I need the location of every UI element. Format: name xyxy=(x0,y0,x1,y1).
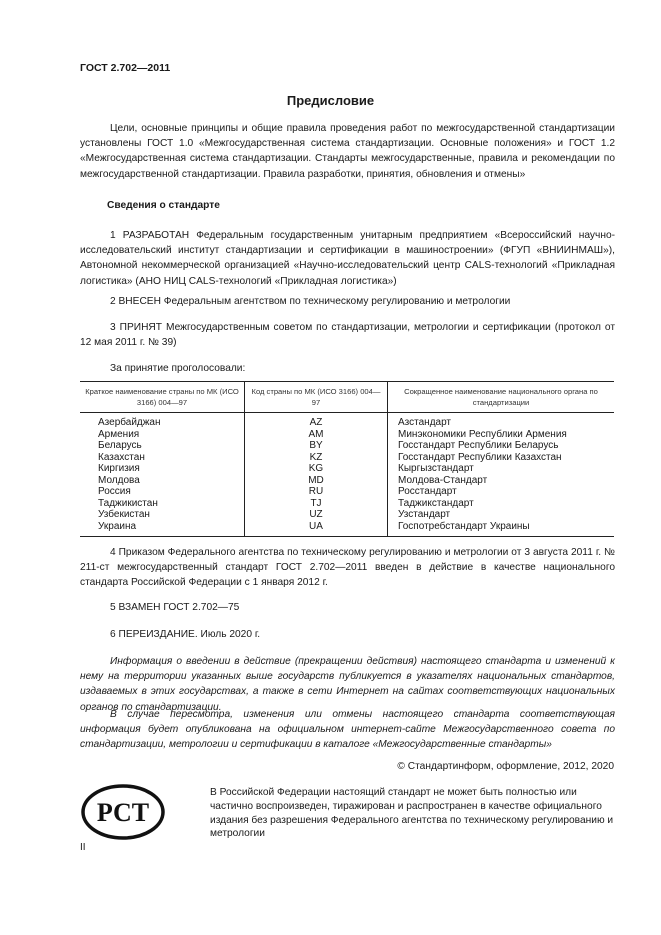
table-row xyxy=(80,475,614,487)
info-italic-paragraph-2: В случае пересмотра, изменения или отмены настоящего стандарта соответствующая информация будет опубликована на официальном интернет-сайте Межгосударственного совета по стандартизации, метрологии и сертификации в каталоге «Межгосударственные стандарты» xyxy=(80,709,615,751)
country-name: Молдова xyxy=(98,474,140,486)
voted-label: За принятие проголосовали: xyxy=(110,363,246,374)
country-code: BY xyxy=(245,440,388,452)
document-header: ГОСТ 2.702—2011 xyxy=(80,62,171,74)
table-row xyxy=(80,498,614,510)
header-country-name: Краткое наименование страны по МК (ИСО 3166) 004—97 xyxy=(80,382,245,413)
country-name: Узбекистан xyxy=(98,509,150,520)
item-1-developed: 1 РАЗРАБОТАН Федеральным государственным унитарным предприятием «Всероссийский научно-исследовательский институт стандартизации и сертификации в машиностроении» (ФГУП «ВНИИНМАШ»), Автономной некоммерческой организацией «Научно-исследовательский центр CALS-технологий «Прикладная логистика» (АНО НИЦ CALS-технологий «Прикладная логистика») xyxy=(80,230,615,287)
table-row xyxy=(80,521,614,537)
copyright-line: © Стандартинформ, оформление, 2012, 2020 xyxy=(397,761,614,772)
standards-body: Кыргызстандарт xyxy=(388,463,615,475)
item-5-replaces: 5 ВЗАМЕН ГОСТ 2.702—75 xyxy=(110,602,240,613)
standards-body: Азстандарт xyxy=(388,413,615,429)
standards-body: Госстандарт Республики Беларусь xyxy=(388,440,615,452)
table-row xyxy=(80,463,614,475)
country-code: KG xyxy=(245,463,388,475)
country-code: AZ xyxy=(245,413,388,429)
country-name: Казахстан xyxy=(98,451,145,463)
page-title: Предисловие xyxy=(286,93,375,108)
country-code: TJ xyxy=(245,498,388,510)
standards-body: Узстандарт xyxy=(388,509,615,521)
item-6-reissue: 6 ПЕРЕИЗДАНИЕ. Июль 2020 г. xyxy=(110,629,261,640)
table-row xyxy=(80,509,614,521)
logo-text: РСТ xyxy=(96,798,150,827)
country-code: RU xyxy=(245,486,388,498)
intro-paragraph: Цели, основные принципы и общие правила проведения работ по межгосударственной стандартизации установлены ГОСТ 1.0 «Межгосударственная система стандартизации. Основные положения» и ГОСТ 1.2 «Межгосударственная система стандартизации. Стандарты межгосударственные, правила и рекомендации по межгосударственной стандартизации. Правила разработки, принятия, обновления и отмены» xyxy=(80,123,615,180)
country-code: KZ xyxy=(245,452,388,464)
country-code: AM xyxy=(245,429,388,441)
country-name: Киргизия xyxy=(98,463,140,474)
country-code: UZ xyxy=(245,509,388,521)
header-country-code: Код страны по МК (ИСО 3166) 004—97 xyxy=(245,382,388,413)
standards-body: Росстандарт xyxy=(388,486,615,498)
header-standards-body: Сокращенное наименование национального органа по стандартизации xyxy=(388,382,615,413)
standards-body: Госстандарт Республики Казахстан xyxy=(388,452,615,464)
country-name: Таджикистан xyxy=(98,497,158,509)
standards-body: Таджикстандарт xyxy=(388,498,615,510)
country-code: MD xyxy=(245,475,388,487)
table-row xyxy=(80,452,614,464)
item-3-adopted: 3 ПРИНЯТ Межгосударственным советом по стандартизации, метрологии и сертификации (протокол от 12 мая 2011 г. № 39) xyxy=(80,322,615,349)
info-heading: Сведения о стандарте xyxy=(107,200,220,211)
item-4-order: 4 Приказом Федерального агентства по техническому регулированию и метрологии от 3 августа 2011 г. № 211-ст межгосударственный стандарт ГОСТ 2.702—2011 введен в действие в качестве национального стандарта Российской Федерации с 1 января 2012 г. xyxy=(80,547,615,589)
country-name: Украина xyxy=(80,521,245,537)
country-name: Азербайджан xyxy=(98,417,161,428)
item-2-introduced: 2 ВНЕСЕН Федеральным агентством по техническому регулированию и метрологии xyxy=(110,296,511,307)
country-name: Беларусь xyxy=(98,440,142,451)
standards-body: Госпотребстандарт Украины xyxy=(388,521,615,537)
table-row xyxy=(80,413,614,429)
table-row xyxy=(80,440,614,452)
rst-logo-icon xyxy=(80,783,166,841)
standards-body: Молдова-Стандарт xyxy=(388,475,615,487)
country-name: Армения xyxy=(98,428,140,440)
voting-countries-table xyxy=(80,381,614,537)
table-row xyxy=(80,486,614,498)
standards-body: Минэкономики Республики Армения xyxy=(388,429,615,441)
table-row xyxy=(80,429,614,441)
table-header-row xyxy=(80,382,614,413)
country-code: UA xyxy=(245,521,388,537)
country-name: Россия xyxy=(98,486,131,497)
reproduction-notice: В Российской Федерации настоящий стандарт не может быть полностью или частично воспроизведен, тиражирован и распространен в качестве официального издания без разрешения Федерального агентства по техническому регулированию и метрологии xyxy=(210,787,614,840)
page-number: II xyxy=(80,842,86,853)
info-italic-paragraph-1: Информация о введении в действие (прекращении действия) настоящего стандарта и изменений к нему на территории указанных выше государств публикуется в указателях национальных стандартов, издаваемых в этих государствах, а также в сети Интернет на сайтах соответствующих национальных органов по стандартизации. xyxy=(80,656,615,713)
